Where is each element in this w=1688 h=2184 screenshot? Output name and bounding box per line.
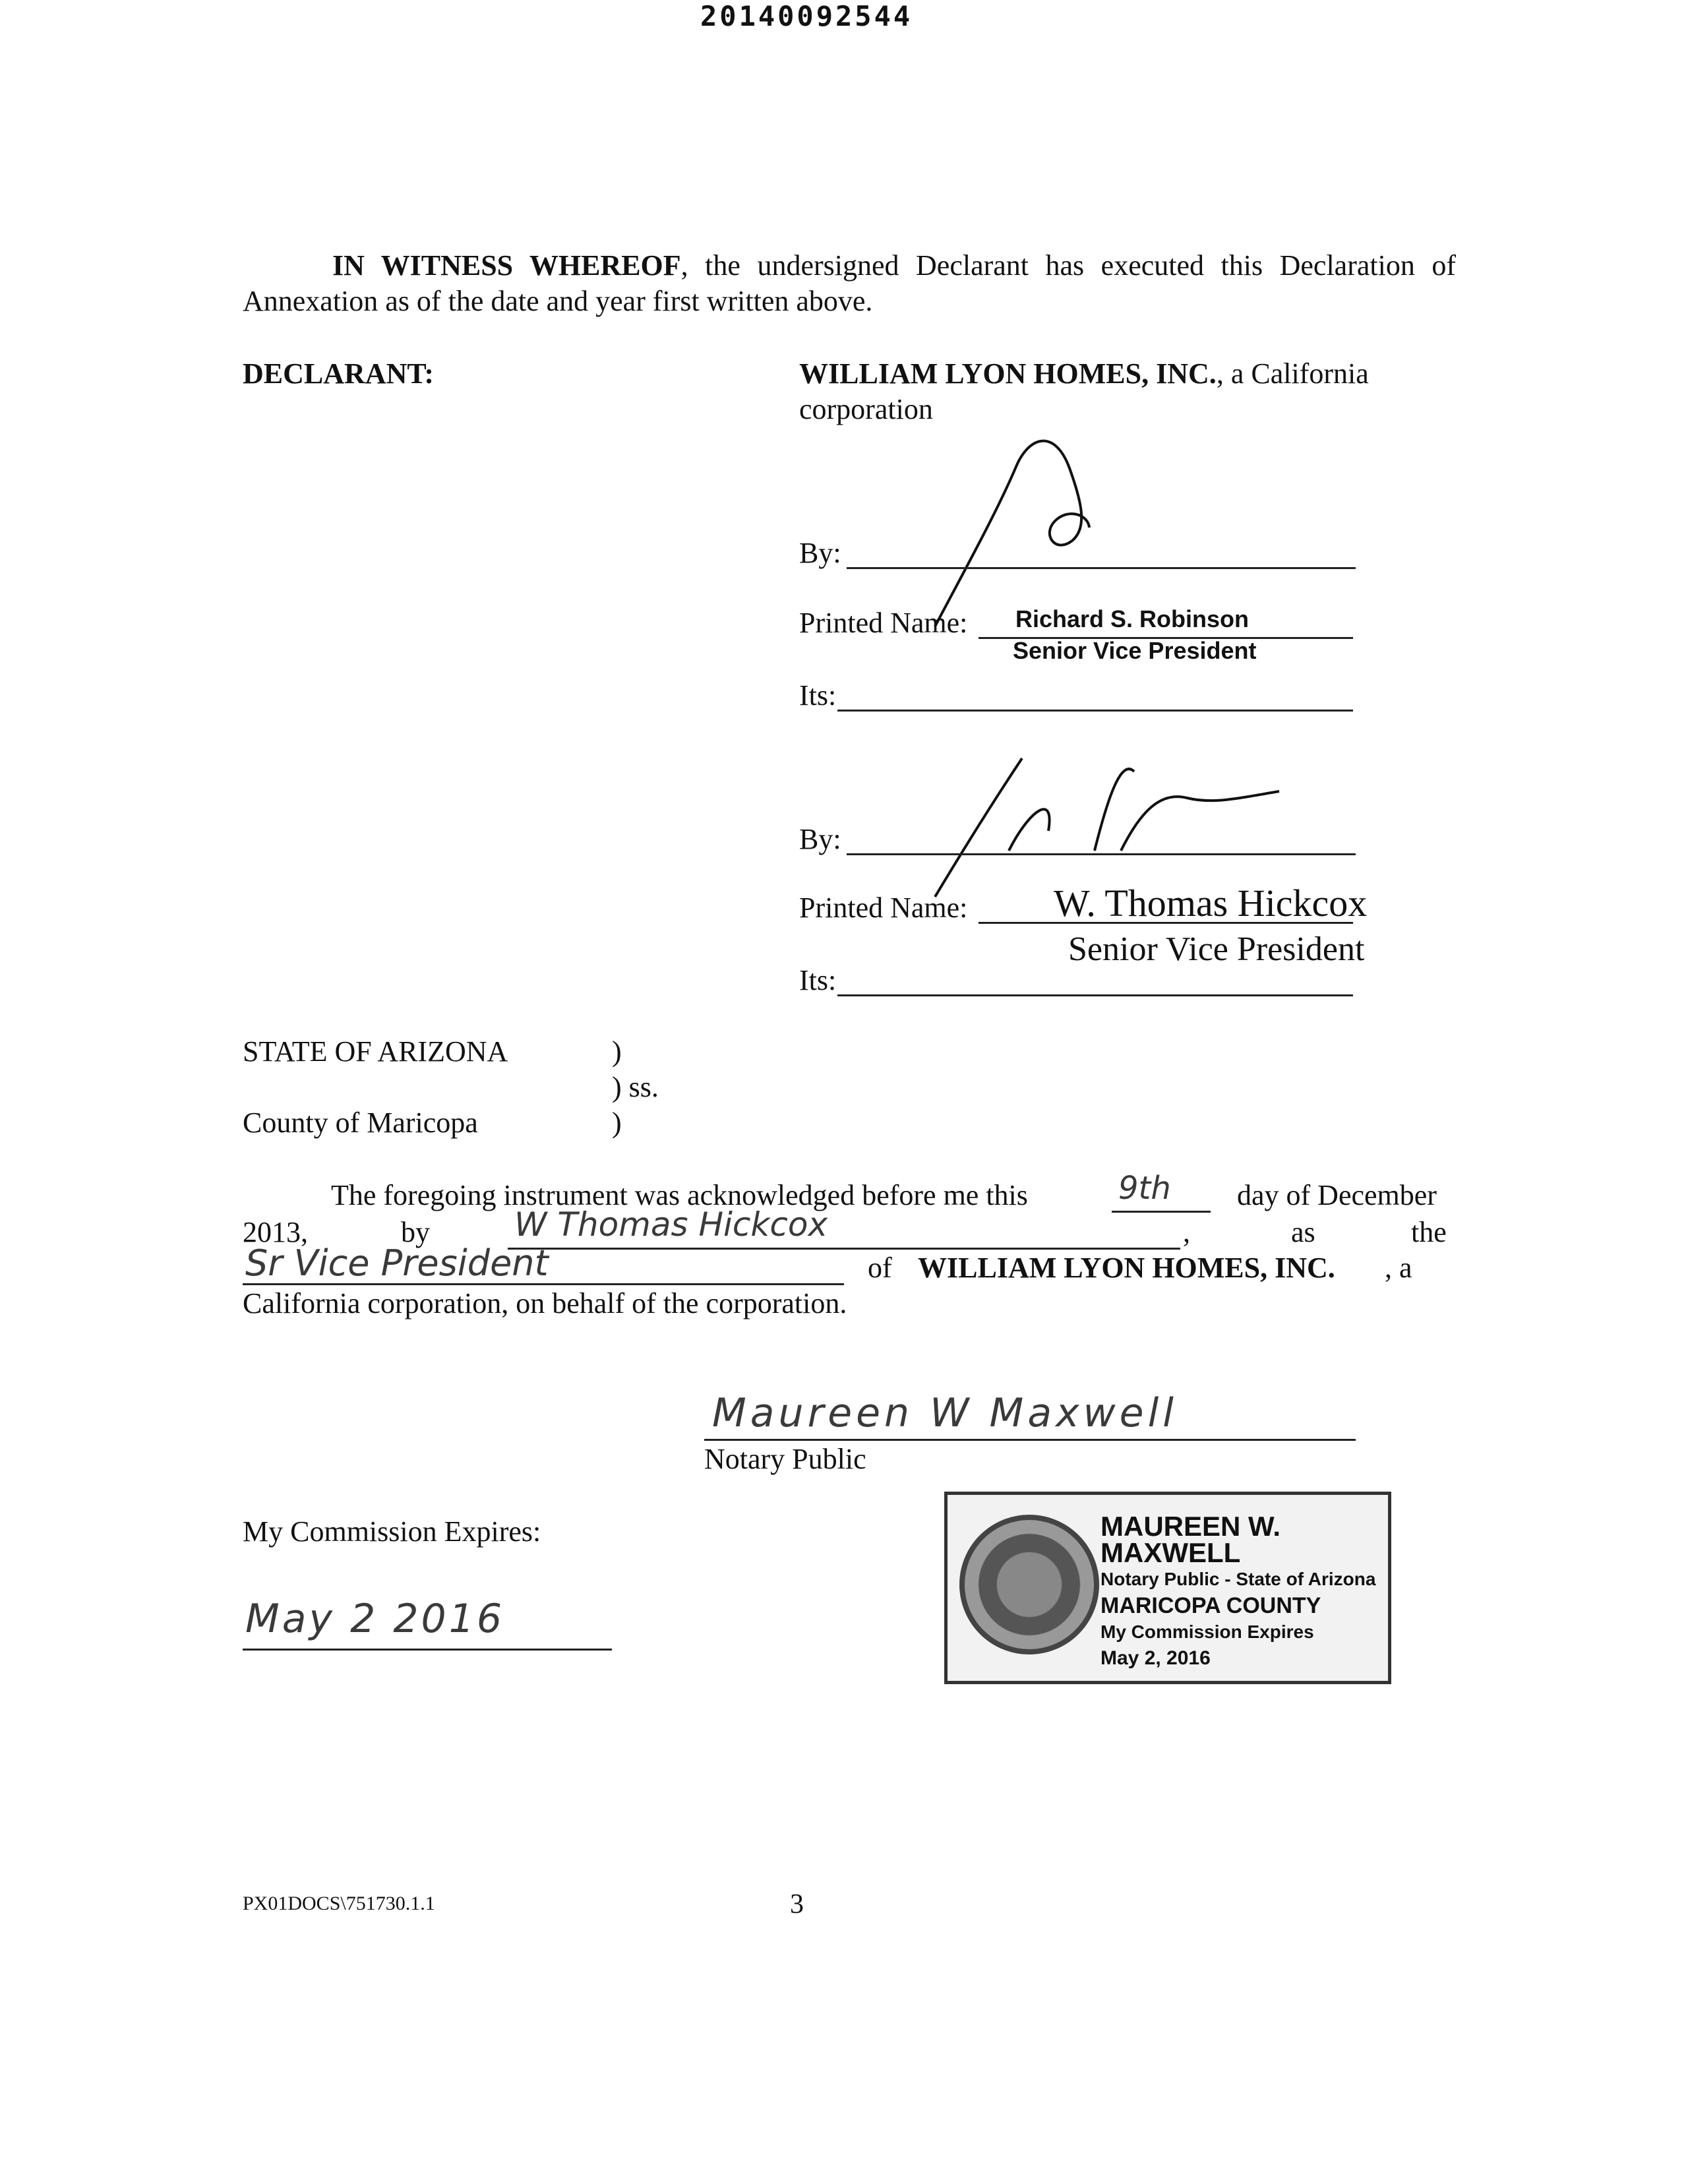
ack-title-line (243, 1283, 844, 1285)
stamp-line3: MARICOPA COUNTY (1100, 1593, 1321, 1618)
venue-paren-3: ) (612, 1107, 622, 1139)
its-line-2 (837, 994, 1353, 996)
ack-day-handwritten: 9th (1118, 1170, 1171, 1207)
printed-name-2: W. Thomas Hickcox (1054, 882, 1368, 925)
stamp-line5: May 2, 2016 (1100, 1647, 1211, 1669)
declarant-label: DECLARANT: (243, 357, 435, 390)
venue-state: STATE OF ARIZONA (243, 1035, 508, 1068)
venue-county: County of Maricopa (243, 1107, 478, 1139)
company-line2: corporation (799, 393, 933, 425)
printed-name-label-2: Printed Name: (799, 892, 968, 924)
stamp-line2: Notary Public - State of Arizona (1100, 1569, 1376, 1589)
notary-signature-line (704, 1439, 1356, 1441)
its-label-2: Its: (799, 964, 837, 996)
ack-line2-comma: , (1183, 1216, 1190, 1248)
printed-name-1: Richard S. Robinson (1015, 605, 1250, 632)
ack-line3-of: of (868, 1252, 892, 1284)
stamp-text (1100, 1513, 1388, 1672)
by-label-2: By: (799, 823, 841, 855)
stamp-line4: My Commission Expires (1100, 1622, 1314, 1642)
recording-number: 20140092544 (700, 0, 913, 32)
ack-line1-b: day of December (1237, 1179, 1437, 1211)
venue-ss: ) ss. (612, 1071, 659, 1103)
company-suffix: , a California (1216, 357, 1369, 390)
witness-lead: IN WITNESS WHEREOF (332, 249, 681, 282)
its-label-1: Its: (799, 679, 837, 712)
signature-2 (923, 719, 1292, 903)
title-2: Senior Vice President (1068, 930, 1365, 968)
ack-title-handwritten: Sr Vice President (245, 1242, 549, 1284)
notary-label: Notary Public (704, 1443, 866, 1475)
ack-day-line (1112, 1211, 1211, 1213)
signature-line-2 (847, 853, 1356, 855)
ack-line2-the: the (1411, 1216, 1447, 1248)
witness-paragraph (243, 248, 1456, 319)
ack-line3-a: , a (1385, 1252, 1412, 1284)
ack-line2-as: as (1291, 1216, 1315, 1248)
printed-name-line-2 (979, 922, 1353, 924)
by-label-1: By: (799, 537, 841, 569)
notary-signature: Maureen W Maxwell (712, 1390, 1178, 1436)
commission-label: My Commission Expires: (243, 1515, 541, 1548)
footer-doc-ref: PX01DOCS\751730.1.1 (243, 1893, 435, 1914)
its-line-1 (837, 710, 1353, 712)
title-1: Senior Vice President (1013, 637, 1257, 664)
declarant-company (799, 356, 1459, 427)
commission-date-handwritten: May 2 2016 (245, 1596, 505, 1642)
signature-line-1 (847, 567, 1356, 569)
commission-date-line (243, 1649, 612, 1651)
notary-seal-icon (959, 1515, 1099, 1654)
company-name: WILLIAM LYON HOMES, INC. (799, 357, 1217, 390)
ack-line1-a: The foregoing instrument was acknowledged before me this (331, 1179, 1028, 1211)
ack-name-handwritten: W Thomas Hickcox (514, 1205, 828, 1244)
ack-line3-company: WILLIAM LYON HOMES, INC. (918, 1252, 1335, 1284)
page-number: 3 (790, 1889, 804, 1920)
ack-line2-by: by (401, 1216, 430, 1248)
notary-stamp (944, 1492, 1391, 1684)
ack-name-line (508, 1248, 1180, 1250)
stamp-name: MAUREEN W. MAXWELL (1100, 1511, 1281, 1568)
printed-name-label-1: Printed Name: (799, 607, 968, 639)
witness-text: , the undersigned Declarant has executed this Declaration of Annexation as of the date and year first written above. (243, 249, 1457, 317)
venue-paren-1: ) (612, 1035, 622, 1068)
ack-line2-year: 2013, (243, 1216, 308, 1248)
ack-line4: California corporation, on behalf of the corporation. (243, 1287, 847, 1320)
